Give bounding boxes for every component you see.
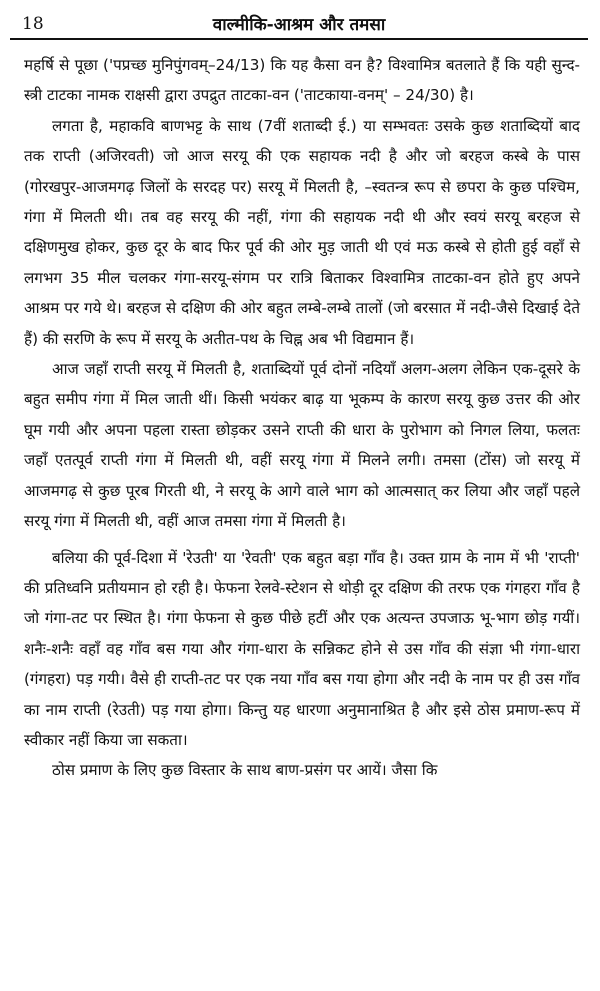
page-header [10,8,588,40]
running-title: वाल्मीकि-आश्रम और तमसा [212,15,386,35]
page-number: 18 [22,14,44,34]
paragraph-rapti-course: लगता है, महाकवि बाणभट्ट के साथ (7वीं शताब्दी ई.) या सम्भवतः उसके कुछ शताब्दियों बाद तक राप्ती (अजिरवती) जो आज सरयू की एक सहायक नदी है और जो बरहज कस्बे के पास (गोरखपुर-आजमगढ़ जिलों के सरदह पर) सरयू में मिलती है, –स्वतन्त्र रूप से छपरा के कुछ पश्चिम, गंगा में मिलती थी। तब वह सरयू की नहीं, गंगा की सहायक नदी थी और स्वयं सरयू बरहज से दक्षिणमुख होकर, कुछ दूर के बाद फिर पूर्व की ओर मुड़ जाती थी एवं मऊ कस्बे से होती हुई वहाँ से लगभग 35 मील चलकर गंगा-सरयू-संगम पर रात्रि बिताकर विश्वामित्र ताटका-वन होते हुए अपने आश्रम पर गये थे। बरहज से दक्षिण की ओर बहुत लम्बे-लम्बे तालों (जो बरसात में नदी-जैसे दिखाई देते हैं) की सरणि के रूप में सरयू के अतीत-पथ के चिह्न अब भी विद्यमान हैं। [24,116,580,348]
paragraph-reuti-village: बलिया की पूर्व-दिशा में 'रेउती' या 'रेवती' एक बहुत बड़ा गाँव है। उक्त ग्राम के नाम में भी 'राप्ती' की प्रतिध्वनि प्रतीयमान हो रही है। फेफना रेलवे-स्टेशन से थोड़ी दूर दक्षिण की तरफ एक गंगहरा गाँव है जो गंगा-तट पर स्थित है। गंगा फेफना से कुछ पीछे हटीं और एक अत्यन्त उपजाऊ भू-भाग छोड़ गयीं। शनैः-शनैः वहाँ वह गाँव बस गया और गंगा-धारा के सन्निकट होने से उस गाँव की संज्ञा भी गंगा-धारा (गंगहरा) पड़ गयी। वैसे ही राप्ती-तट पर एक नया गाँव बस गया होगा और नदी के नाम पर ही उस गाँव का नाम राप्ती (रेउती) पड़ गया होगा। किन्तु यह धारणा अनुमानाश्रित है और इसे ठोस प्रमाण-रूप में स्वीकार नहीं किया जा सकता। [24,548,580,749]
paragraph-river-shift: आज जहाँ राप्ती सरयू में मिलती है, शताब्दियों पूर्व दोनों नदियाँ अलग-अलग लेकिन एक-दूसरे के बहुत समीप गंगा में मिल जाती थीं। किसी भयंकर बाढ़ या भूकम्प के कारण सरयू कुछ उत्तर की ओर घूम गयी और अपना पहला रास्ता छोड़कर उसने राप्ती की धारा के पुरोभाग को निगल लिया, फलतः जहाँ एतत्पूर्व राप्ती गंगा में मिलती थी, वहीं सरयू गंगा में मिलने लगी। तमसा (टोंस) जो सरयू में आजमगढ़ से कुछ पूरब गिरती थी, ने सरयू के आगे वाले भाग को आत्मसात् कर लिया और जहाँ पहले सरयू गंगा में मिलती थी, वहीं आज तमसा गंगा में मिलती है। [24,360,580,531]
paragraph-continued: महर्षि से पूछा ('पप्रच्छ मुनिपुंगवम्–24/13) कि यह कैसा वन है? विश्वामित्र बतलाते हैं कि यही सुन्द-स्त्री टाटका नामक राक्षसी द्वारा उपद्रुत ताटका-वन ('ताटकाया-वनम्' – 24/30) है। [24,56,580,105]
paragraph-bana-episode: ठोस प्रमाण के लिए कुछ विस्तार के साथ बाण-प्रसंग पर आयें। जैसा कि [52,761,438,780]
body-text [24,50,580,786]
